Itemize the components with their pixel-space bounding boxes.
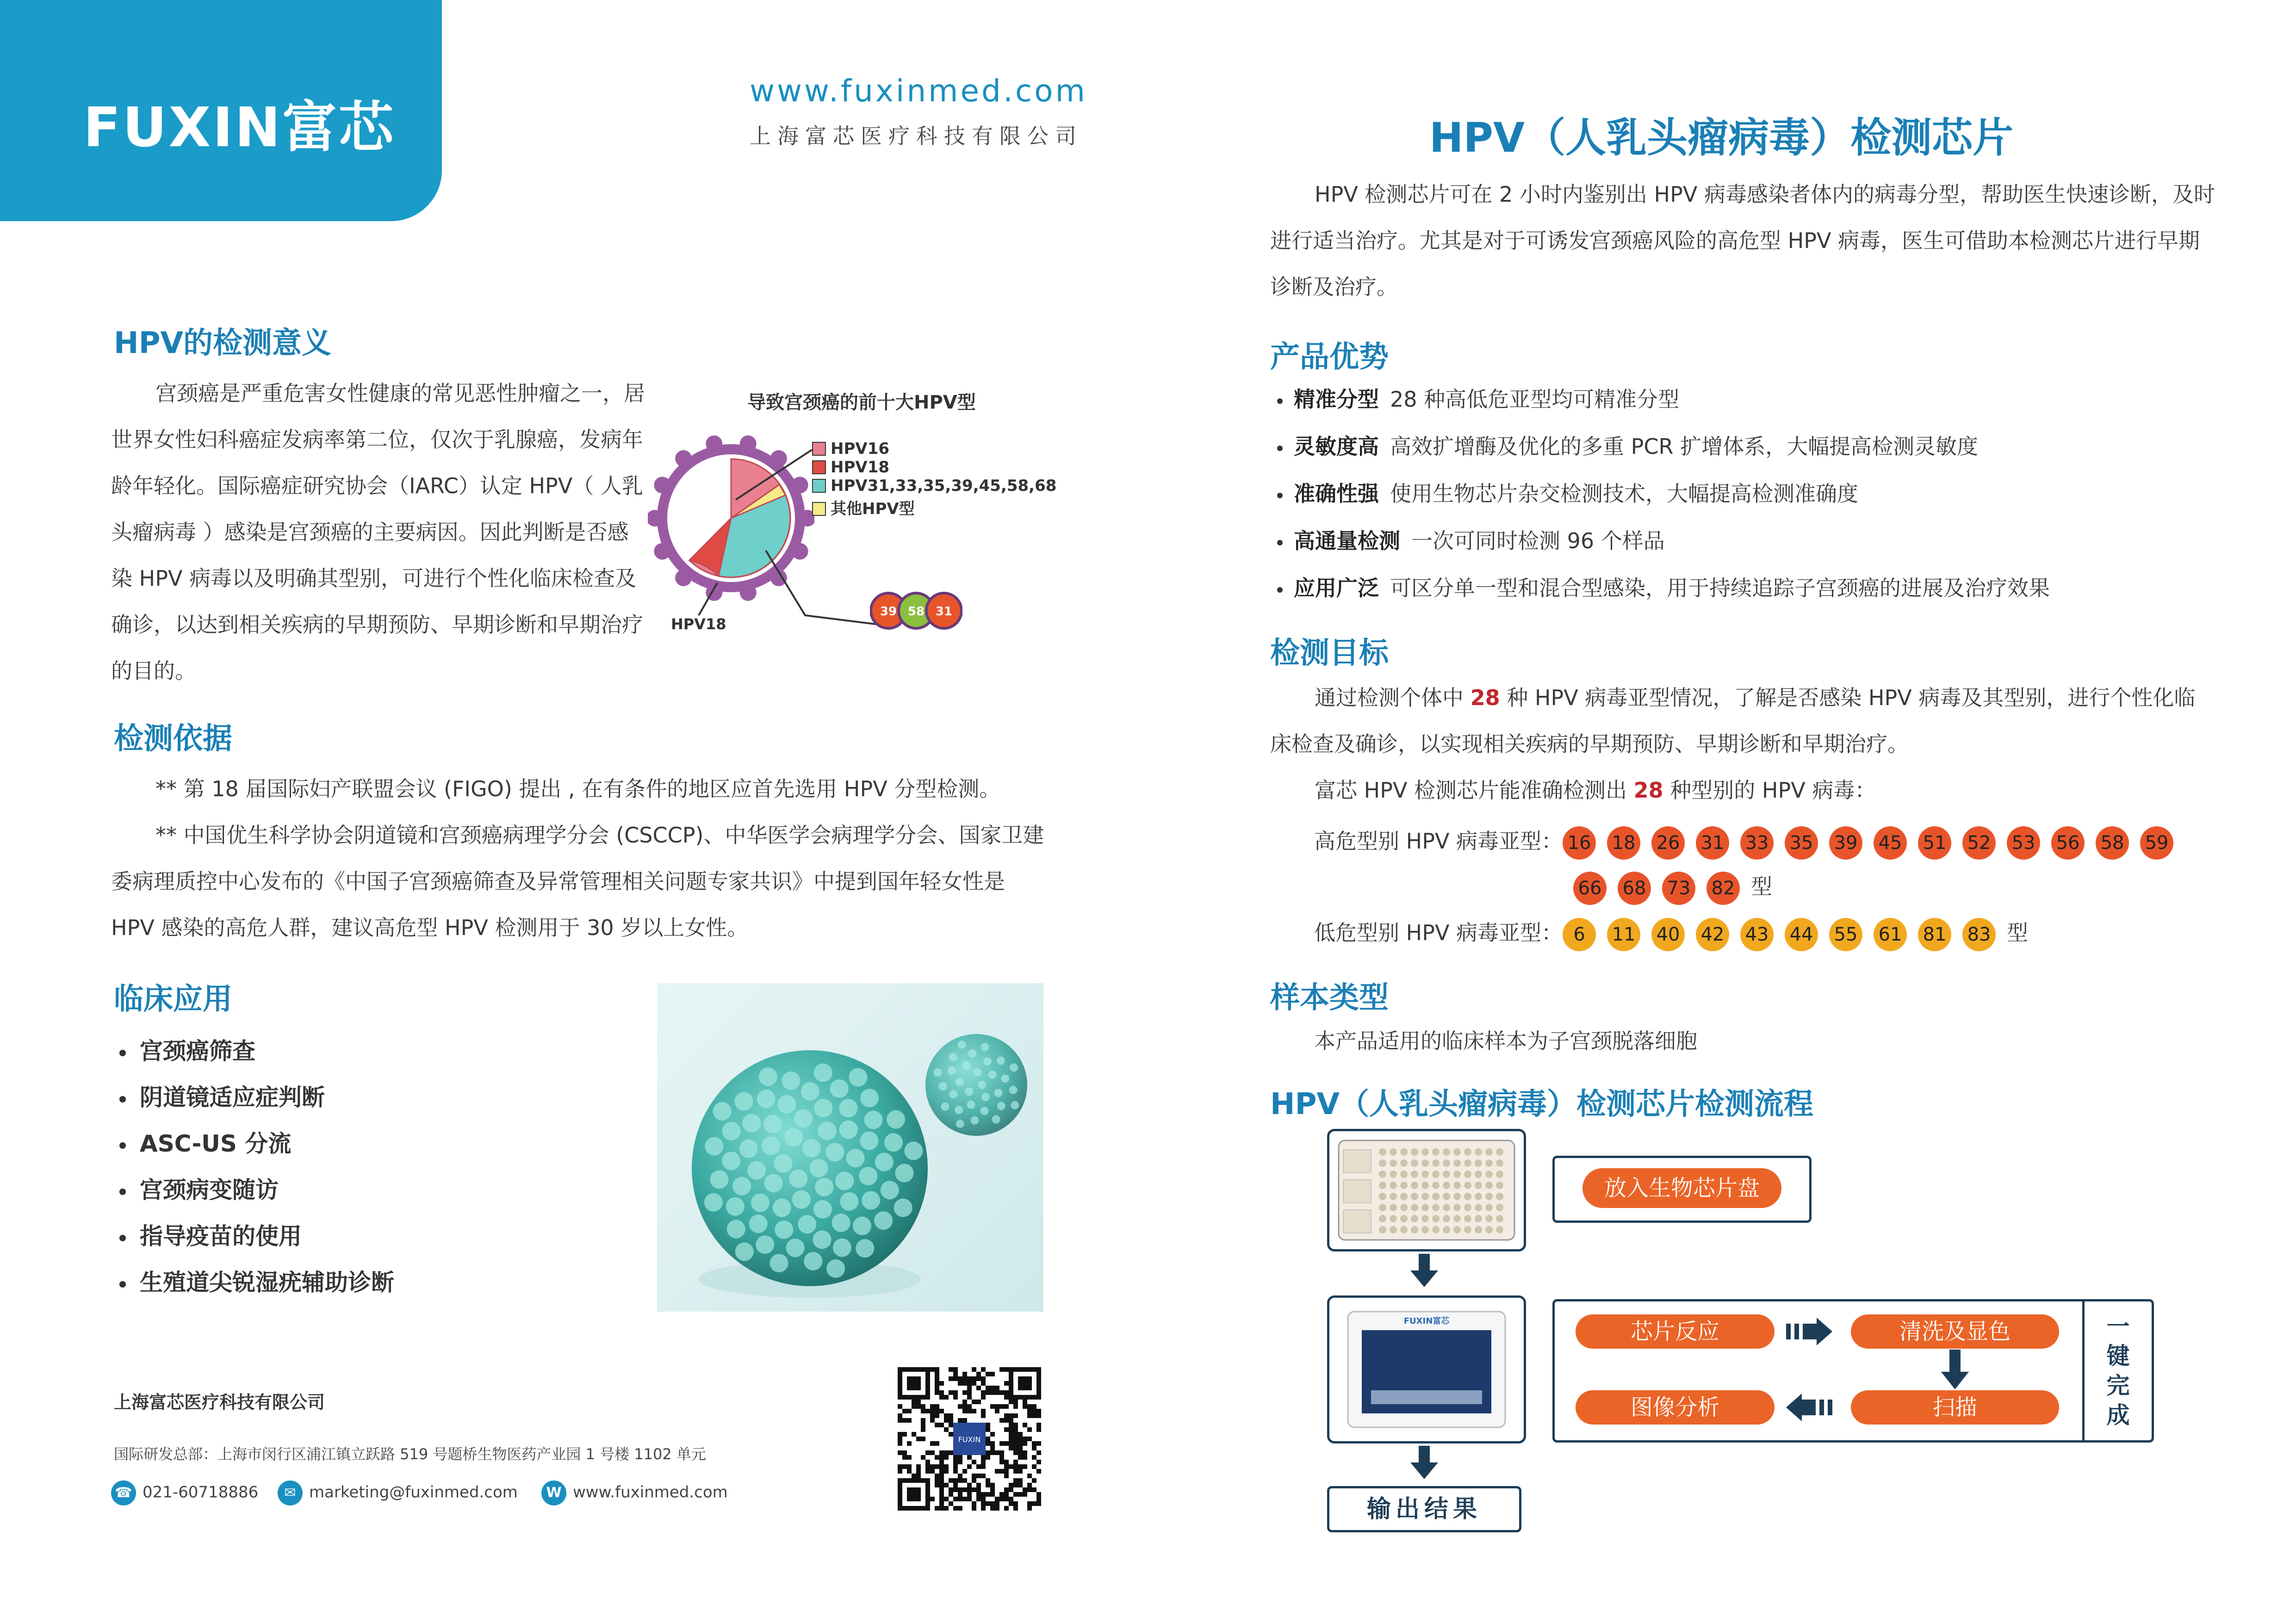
low-risk-type-chip: 42 [1696,918,1729,951]
high-risk-type-chip: 51 [1918,826,1951,860]
flow-arrow-down-icon [1410,1270,1438,1287]
section-title-advantages: 产品优势 [1270,340,1389,374]
intro-text: HPV 检测芯片可在 2 小时内鉴别出 HPV 病毒感染者体内的病毒分型，帮助医生快速诊断，及时进行适当治疗。尤其是对于可诱发宫颈癌风险的高危型 HPV 病毒，医生可借助本检测芯片进行早期诊断及治疗。 [1270,182,2215,299]
footer-company-name: 上海富芯医疗科技有限公司 [114,1392,325,1412]
qr-code[interactable] [898,1367,1041,1511]
low-risk-type-chip: 6 [1563,918,1596,951]
meaning-text: 宫颈癌是严重危害女性健康的常见恶性肿瘤之一，居世界女性妇科癌症发病率第二位，仅次于乳腺癌，发病年龄年轻化。国际癌症研究协会（IARC）认定 HPV（ 人乳头瘤病毒 ）感染是宫颈癌的主要病因。因此判断是否感染 HPV 病毒以及明确其型别，可进行个性化临床检查及确诊，以达到相关疾病的早期预防、早期诊断和早期治疗的目的。 [111,381,645,683]
bullet-icon [119,1281,126,1288]
flow-output-box [1327,1486,1521,1532]
brand-logo: FUXIN富芯 [83,95,396,159]
high-risk-type-chip: 31 [1696,826,1729,860]
instrument-graphic [1329,1298,1524,1441]
device-image [1327,1295,1526,1443]
list-item: 应用广泛 可区分单一型和混合型感染，用于持续追踪子宫颈癌的进展及治疗效果 [1277,564,2050,612]
arrow-right-icon [1786,1315,1842,1348]
legend-item-hpv16: HPV16 [812,440,889,458]
virus-cartoon-group [870,583,962,638]
high-risk-type-chip: 58 [2096,826,2129,860]
phone-icon: ☎ [111,1481,136,1505]
high-risk-types-row1 [1314,823,2184,860]
low-risk-type-chip: 81 [1918,918,1951,951]
low-risk-type-chip: 11 [1607,918,1640,951]
high-risk-type-chip: 59 [2140,826,2173,860]
bullet-icon [1277,493,1283,498]
high-risk-type-chip: 56 [2051,826,2085,860]
flow-arrow-shaft [1419,1446,1430,1462]
virus-3d-graphic [657,983,1043,1312]
section-title-sample: 样本类型 [1270,981,1389,1015]
high-risk-type-chip: 73 [1662,872,1695,905]
product-title: HPV（人乳头瘤病毒）检测芯片 [1429,114,2014,161]
section-title-meaning: HPV的检测意义 [114,326,331,360]
list-item: 宫颈癌筛查 [119,1028,394,1074]
high-risk-type-chip: 16 [1563,826,1596,860]
list-item: 指导疫苗的使用 [119,1213,394,1259]
flow-step-image-analysis: 图像分析 [1576,1390,1775,1425]
high-risk-type-chip: 18 [1607,826,1640,860]
high-risk-type-chip: 68 [1618,872,1651,905]
virus-illustration [657,983,1043,1312]
device-label: FUXIN富芯 [1403,1316,1450,1326]
list-item: 高通量检测 一次可同时检测 96 个样品 [1277,517,2050,564]
low-risk-type-chip: 43 [1740,918,1774,951]
legend-swatch [812,502,826,516]
high-risk-type-chip: 35 [1785,826,1818,860]
section-title-clinical: 临床应用 [114,982,232,1016]
low-risk-type-chip: 55 [1829,918,1862,951]
bullet-icon [119,1096,126,1103]
legend-swatch [812,460,826,474]
flow-arrow-down-icon [1410,1462,1438,1479]
high-risk-type-chip: 52 [1962,826,1996,860]
list-item: 准确性强 使用生物芯片杂交检测技术，大幅提高检测准确度 [1277,470,2050,517]
virus-chip-58: 58 [907,605,925,619]
bullet-icon [1277,446,1283,451]
bullet-icon [119,1189,126,1195]
bullet-icon [1277,587,1283,593]
advantages-list [1277,376,2050,612]
bullet-icon [1277,540,1283,545]
high-risk-type-chip: 66 [1573,872,1607,905]
list-item: 阴道镜适应症判断 [119,1074,394,1121]
section-title-flow: HPV（人乳头瘤病毒）检测芯片检测流程 [1270,1087,1813,1121]
web-icon: W [541,1481,566,1505]
brand-banner [0,0,442,221]
list-item: 灵敏度高 高效扩增酶及优化的多重 PCR 扩增体系，大幅提高检测灵敏度 [1277,423,2050,470]
high-risk-type-chip: 53 [2007,826,2040,860]
high-risk-type-chip: 39 [1829,826,1862,860]
low-risk-type-chip: 61 [1874,918,1907,951]
flow-step-wash-color: 清洗及显色 [1851,1314,2059,1349]
high-risk-type-chip: 26 [1651,826,1685,860]
bullet-icon [119,1050,126,1056]
qr-code-graphic [898,1367,1041,1511]
low-risk-type-chip: 40 [1651,918,1685,951]
one-key-label: 一 键 完 成 [2106,1313,2130,1429]
flow-step-scan: 扫描 [1851,1390,2059,1425]
footer-web[interactable]: W www.fuxinmed.com [541,1481,728,1505]
arrow-down-icon [1941,1350,1969,1389]
section-title-basis: 检测依据 [114,722,232,756]
high-risk-types-row2 [1573,868,1772,905]
target-p2: 富芯 HPV 检测芯片能准确检测出 28 种型别的 HPV 病毒： [1315,778,1876,803]
basis-p1: ** 第 18 届国际妇产联盟会议 (FIGO) 提出 , 在有条件的地区应首先选用 HPV 分型检测。 [155,776,1001,801]
low-risk-type-chip: 83 [1962,918,1996,951]
low-risk-label: 低危型别 HPV 病毒亚型： [1314,920,1563,945]
legend-swatch [812,442,826,456]
legend-item-hpv18: HPV18 [812,458,889,477]
arrow-left-icon [1786,1391,1842,1424]
flow-arrow-shaft [1419,1254,1430,1270]
chip-plate-graphic [1329,1131,1524,1249]
footer-phone[interactable]: ☎ 021-60718886 [111,1481,258,1505]
virus-chip-31: 31 [935,605,953,619]
mail-icon: ✉ [278,1481,303,1505]
list-item: 精准分型 28 种高低危亚型均可精准分型 [1277,376,2050,423]
flow-step-output: 输出结果 [1366,1495,1482,1523]
high-risk-type-chip: 45 [1874,826,1907,860]
legend-item-other: 其他HPV型 [812,496,915,519]
chip-plate-image [1327,1129,1526,1251]
flow-step-load-plate: 放入生物芯片盘 [1582,1168,1781,1208]
low-risk-types-row [1314,914,2028,951]
divider [2082,1301,2085,1440]
flow-step-chip-reaction: 芯片反应 [1576,1314,1775,1349]
target-paragraphs [1270,675,2216,813]
high-risk-label: 高危型别 HPV 病毒亚型： [1314,829,1563,854]
sample-text: 本产品适用的临床样本为子宫颈脱落细胞 [1314,1028,1697,1053]
bullet-icon [119,1235,126,1241]
list-item: 宫颈病变随访 [119,1167,394,1213]
basis-p2: ** 中国优生科学协会阴道镜和宫颈癌病理学分会 (CSCCP)、中华医学会病理学分会、国家卫建委病理质控中心发布的《中国子宫颈癌筛查及异常管理相关问题专家共识》中提到国年轻女性是 HPV 感染的高危人群，建议高危型 HPV 检测用于 30 岁以上女性。 [111,823,1044,940]
footer-email[interactable]: ✉ marketing@fuxinmed.com [278,1481,518,1505]
legend-swatch [812,479,826,493]
clinical-list [119,1028,394,1306]
pie-title: 导致宫颈癌的前十大HPV型 [747,392,976,413]
basis-paragraphs [111,766,1055,951]
bullet-icon [1277,398,1283,404]
meaning-paragraph [111,370,648,694]
footer-address: 国际研发总部：上海市闵行区浦江镇立跃路 519 号题桥生物医药产业园 1 号楼 1102 单元 [114,1445,706,1463]
hpv-pie-illustration [648,365,1074,652]
list-item: ASC-US 分流 [119,1121,394,1167]
section-title-target: 检测目标 [1270,636,1389,670]
target-p1: 通过检测个体中 28 种 HPV 病毒亚型情况，了解是否感染 HPV 病毒及其型别，进行个性化临床检查及确诊，以实现相关疾病的早期预防、早期诊断和早期治疗。 [1270,685,2196,756]
high-risk-type-chip: 82 [1706,872,1740,905]
list-item: 生殖道尖锐湿疣辅助诊断 [119,1259,394,1306]
virus-chip-39: 39 [880,605,897,619]
pie-callout-hpv18: HPV18 [671,615,726,633]
header-company-name: 上海富芯医疗科技有限公司 [750,124,1083,149]
low-risk-type-chip: 44 [1785,918,1818,951]
legend-item-hpv31-group: HPV31,33,35,39,45,58,68 [812,477,1056,495]
flow-one-key-box [1552,1299,2154,1443]
type-suffix: 型 [2007,920,2029,945]
qr-center-logo: FUXIN [958,1435,981,1444]
flow-step1-box [1552,1156,1812,1223]
high-risk-type-chip: 33 [1740,826,1774,860]
type-suffix: 型 [1751,874,1772,899]
bullet-icon [119,1142,126,1149]
product-intro [1270,171,2216,310]
site-url[interactable]: www.fuxinmed.com [750,73,1087,109]
